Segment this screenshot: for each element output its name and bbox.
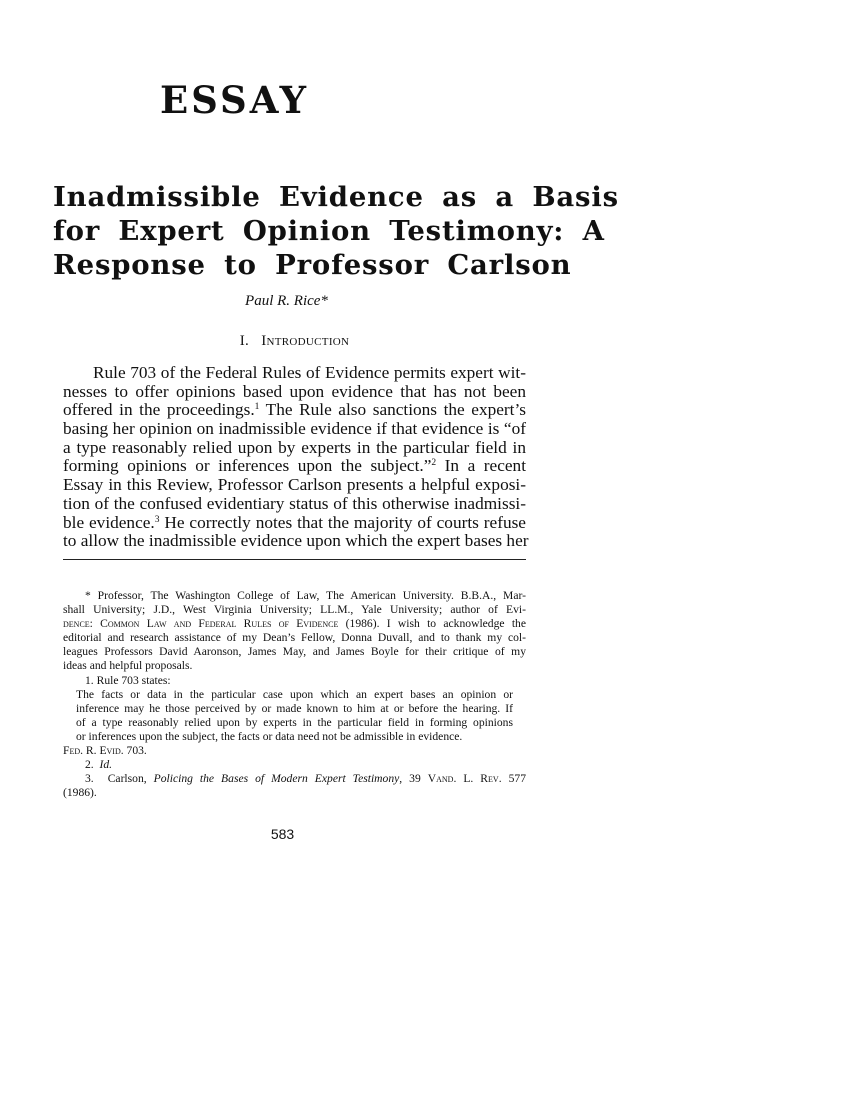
text: , 39 bbox=[399, 772, 428, 786]
body-line bbox=[63, 420, 526, 439]
text: (1986). I wish to acknowledge the bbox=[338, 617, 526, 631]
footnote-star-line: * Professor, The Washington College of Law, The American University. B.B.A., Mar- bbox=[85, 589, 526, 602]
text: Rule 703 of the Federal Rules of Evidence permits expert wit- bbox=[93, 363, 526, 382]
cite-source: Fed. R. Evid. bbox=[63, 744, 124, 758]
text: nesses to offer opinions based upon evidence that has not been bbox=[63, 381, 526, 401]
body-line bbox=[63, 401, 526, 420]
footnote-ref-3[interactable]: 3 bbox=[154, 514, 160, 525]
footnote-1-quote-line: of a type reasonably relied upon by experts in the particular field in forming opinions bbox=[76, 715, 513, 729]
footnote-1-quote-line: The facts or data in the particular case upon which an expert bases an opinion or bbox=[76, 687, 513, 701]
text: offered in the proceedings. bbox=[63, 400, 255, 420]
section-heading bbox=[63, 333, 526, 350]
article-cited-title: Policing the Bases of Modern Expert Testimony bbox=[153, 772, 400, 786]
footnote-1-quote-line: or inferences upon the subject, the facts or data need not be admissible in evidence. bbox=[76, 729, 463, 743]
footnote-1-cite bbox=[63, 744, 526, 758]
section-label bbox=[63, 78, 526, 122]
text: Id. bbox=[99, 758, 113, 772]
footnote-number: 2. bbox=[85, 758, 94, 772]
page-number-text: 583 bbox=[270, 826, 295, 842]
text: ble evidence. bbox=[63, 512, 155, 532]
body-line bbox=[63, 383, 526, 402]
body-line bbox=[63, 514, 526, 533]
body-line bbox=[63, 439, 526, 458]
footnotes bbox=[63, 589, 526, 800]
section-label-text: ESSAY bbox=[159, 78, 310, 122]
footnote-ref-1[interactable]: 1 bbox=[254, 402, 260, 413]
text: The Rule also sanctions the expert’s bbox=[259, 400, 526, 420]
author-name: Paul R. Rice* bbox=[245, 293, 328, 309]
footnote-2 bbox=[63, 758, 526, 772]
title-line-3: Response to Professor Carlson bbox=[53, 249, 572, 281]
body-line bbox=[63, 495, 526, 514]
title-line-2: for Expert Opinion Testimony: A bbox=[53, 215, 605, 247]
footnote-star-line: leagues Professors David Aaronson, James May, and James Boyle for their critique of my bbox=[63, 645, 526, 659]
text: tion of the confused evidentiary status of this otherwise inadmissi- bbox=[63, 493, 526, 513]
author-byline bbox=[63, 293, 526, 310]
footnote-ref-2[interactable]: 2 bbox=[431, 458, 437, 469]
footnote-divider bbox=[63, 559, 526, 560]
footnote-3 bbox=[63, 772, 526, 786]
footnote-number: 3. bbox=[85, 772, 94, 786]
page-number bbox=[63, 826, 526, 842]
footnote-star-line bbox=[63, 617, 526, 631]
article-title bbox=[53, 180, 619, 282]
footnote-star-line: editorial and research assistance of my Dean’s Fellow, Donna Duvall, and to thank my col- bbox=[63, 631, 526, 645]
text: Essay in this Review, Professor Carlson presents a helpful exposi- bbox=[63, 475, 526, 495]
body-line bbox=[63, 531, 529, 551]
body-line bbox=[63, 457, 526, 476]
text: He correctly notes that the majority of courts refuse bbox=[159, 512, 526, 532]
footnote-3-year: (1986). bbox=[63, 786, 97, 800]
journal-name: Vand. L. Rev. bbox=[427, 772, 502, 786]
text: In a recent bbox=[436, 456, 526, 476]
body-line bbox=[63, 364, 526, 383]
section-title: Introduction bbox=[261, 333, 350, 349]
book-title: dence: Common Law and Federal Rules of Evidence bbox=[63, 617, 339, 631]
body-text bbox=[63, 363, 529, 551]
section-number: I. bbox=[239, 333, 250, 349]
title-line-1: Inadmissible Evidence as a Basis bbox=[53, 181, 619, 213]
footnote-1-quote-line: inference may he those perceived by or made known to him at or before the hearing. If bbox=[76, 701, 513, 715]
text: to allow the inadmissible evidence upon which the expert bases her bbox=[63, 531, 529, 551]
text: basing her opinion on inadmissible evidence if that evidence is “of bbox=[63, 419, 526, 439]
footnote-1-intro: 1. Rule 703 states: bbox=[85, 673, 171, 687]
footnote-star-line: ideas and helpful proposals. bbox=[63, 659, 193, 673]
text: 703. bbox=[123, 744, 147, 758]
body-line bbox=[63, 476, 526, 495]
text: a type reasonably relied upon by experts in the particular field in bbox=[63, 437, 526, 457]
text: forming opinions or inferences upon the subject.” bbox=[63, 456, 432, 476]
text: Carlson, bbox=[107, 772, 154, 786]
text: 577 bbox=[501, 772, 526, 786]
footnote-star-line: shall University; J.D., West Virginia University; LL.M., Yale University; author of Evi- bbox=[63, 603, 526, 617]
